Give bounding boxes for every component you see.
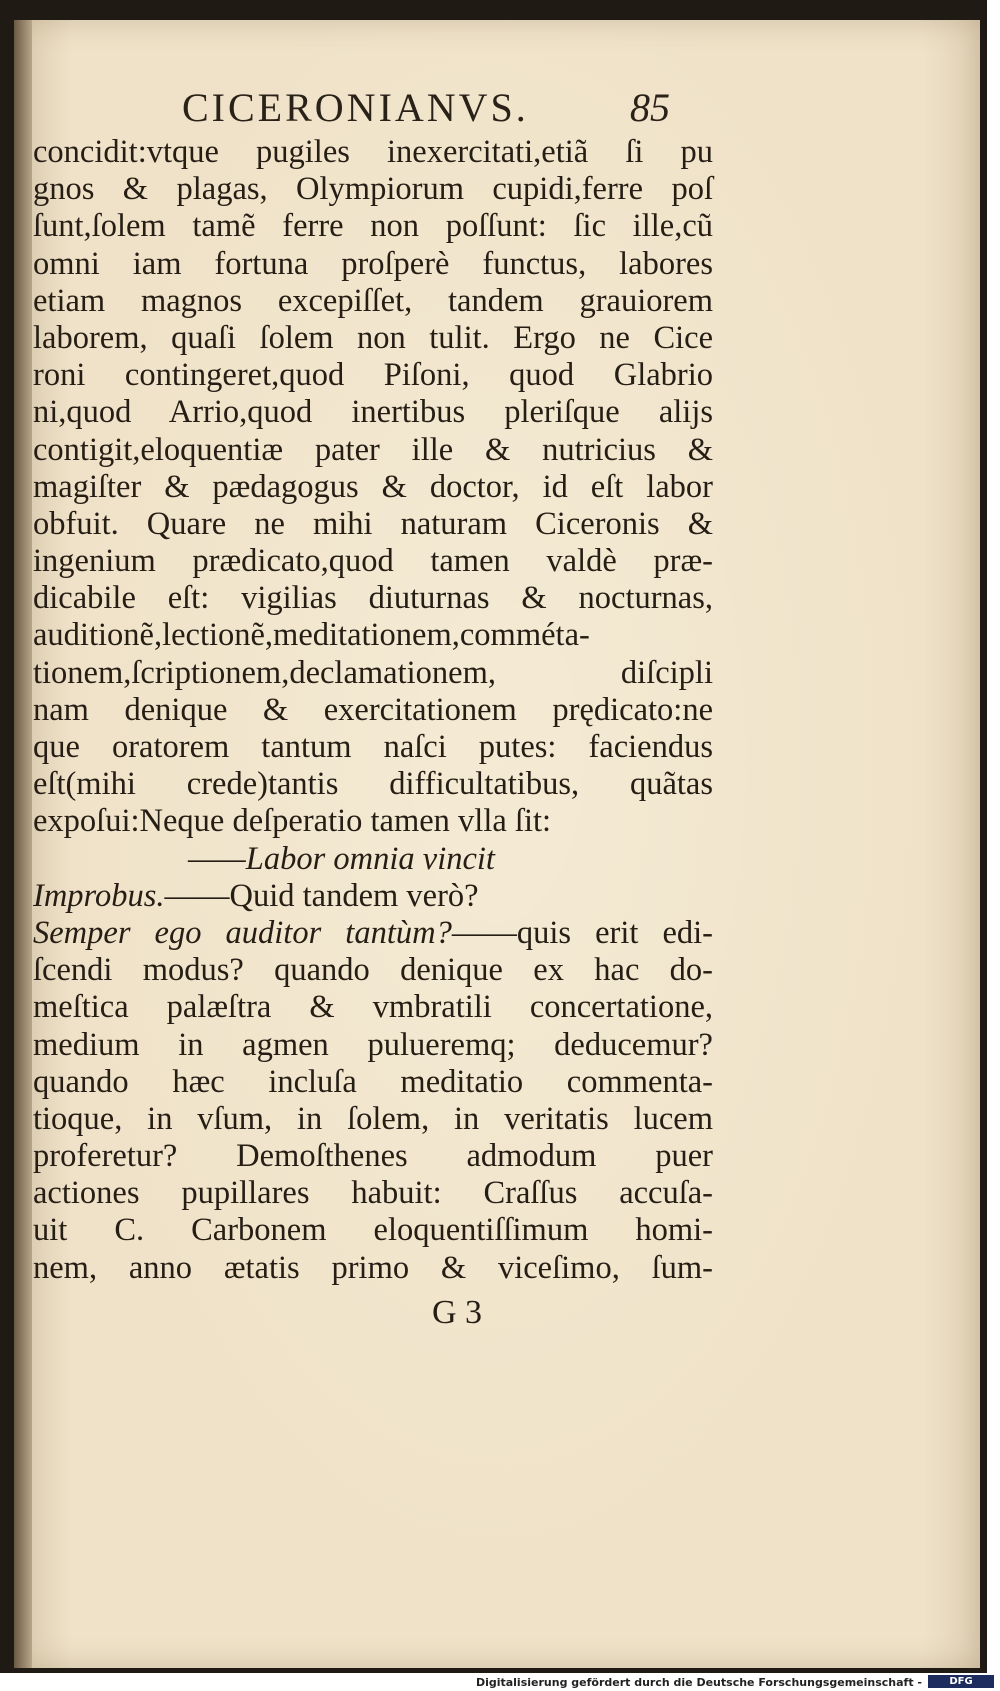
dfg-logo: DFG	[928, 1675, 994, 1688]
text-line: expoſui:Neque deſperatio tamen vlla ſit:	[33, 803, 552, 840]
text-line: omni iam fortuna proſperè functus, labores	[33, 245, 713, 282]
text-line: nam denique & exercitationem prędicato:ne	[33, 691, 713, 728]
text-line: actiones pupillares habuit: Craſſus accuſa-	[33, 1175, 713, 1212]
text-line: meſtica palæſtra & vmbratili concertatione,	[33, 989, 713, 1026]
text-line: gnos & plagas, Olympiorum cupidi,ferre poſ	[33, 171, 713, 208]
text-line: ſcendi modus? quando denique ex hac do-	[33, 952, 713, 989]
text-line: ni,quod Arrio,quod inertibus pleriſque alijs	[33, 394, 713, 431]
text-line: nem, anno ætatis primo & viceſimo, ſum-	[33, 1249, 713, 1286]
text-line: proferetur? Demoſthenes admodum puer	[33, 1138, 713, 1175]
text-line: eſt(mihi crede)tantis difficultatibus, quãtas	[33, 766, 713, 803]
text-line-mixed	[33, 915, 713, 952]
text-line: dicabile eſt: vigilias diuturnas & nocturnas,	[33, 580, 713, 617]
text-block	[33, 134, 713, 1287]
text-line: auditionẽ,lectionẽ,meditationem,comméta-	[33, 617, 590, 654]
italic-quote: Improbus.	[33, 877, 165, 914]
text-line: tionem,ſcriptionem,declamationem, diſcipli	[33, 654, 713, 691]
text-run: ——quis erit edi-	[451, 914, 713, 951]
text-line: concidit:vtque pugiles inexercitati,etiã ſi pu	[33, 134, 713, 170]
verse-quotation: ——Labor omnia vincit	[188, 840, 495, 877]
running-head: CICERONIANVS.	[182, 85, 529, 130]
text-run: ——Quid tandem verò?	[164, 877, 479, 914]
text-line: tioque, in vſum, in ſolem, in veritatis lucem	[33, 1100, 713, 1137]
text-line: ſunt,ſolem tamẽ ferre non poſſunt: ſic ille,cũ	[33, 208, 713, 245]
text-line: quando hæc incluſa meditatio commenta-	[33, 1063, 713, 1100]
text-line: laborem, quaſi ſolem non tulit. Ergo ne Cice	[33, 319, 713, 356]
text-line: contigit,eloquentiæ pater ille & nutricius &	[33, 431, 713, 468]
text-line: obfuit. Quare ne mihi naturam Ciceronis &	[33, 505, 713, 542]
text-line: uit C. Carbonem eloquentiſſimum homi-	[33, 1212, 713, 1249]
text-line: etiam magnos excepiſſet, tandem grauiorem	[33, 282, 713, 319]
signature-mark: G 3	[432, 1294, 483, 1331]
text-line: que oratorem tantum naſci putes: faciendus	[33, 729, 713, 765]
verse-continuation	[33, 878, 713, 915]
digitization-credit: Digitalisierung gefördert durch die Deutsche Forschungsgemeinschaft -	[475, 1676, 922, 1689]
text-line: roni contingeret,quod Piſoni, quod Glabrio	[33, 357, 713, 394]
text-line: medium in agmen pulueremq; deducemur?	[33, 1026, 713, 1063]
text-line: ingenium prædicato,quod tamen valdè præ-	[33, 543, 713, 580]
page-number: 85	[630, 85, 670, 130]
page-gutter	[14, 20, 32, 1668]
text-line: magiſter & pædagogus & doctor, id eſt labor	[33, 468, 713, 505]
italic-quote: Semper ego auditor tantùm?	[33, 914, 452, 951]
